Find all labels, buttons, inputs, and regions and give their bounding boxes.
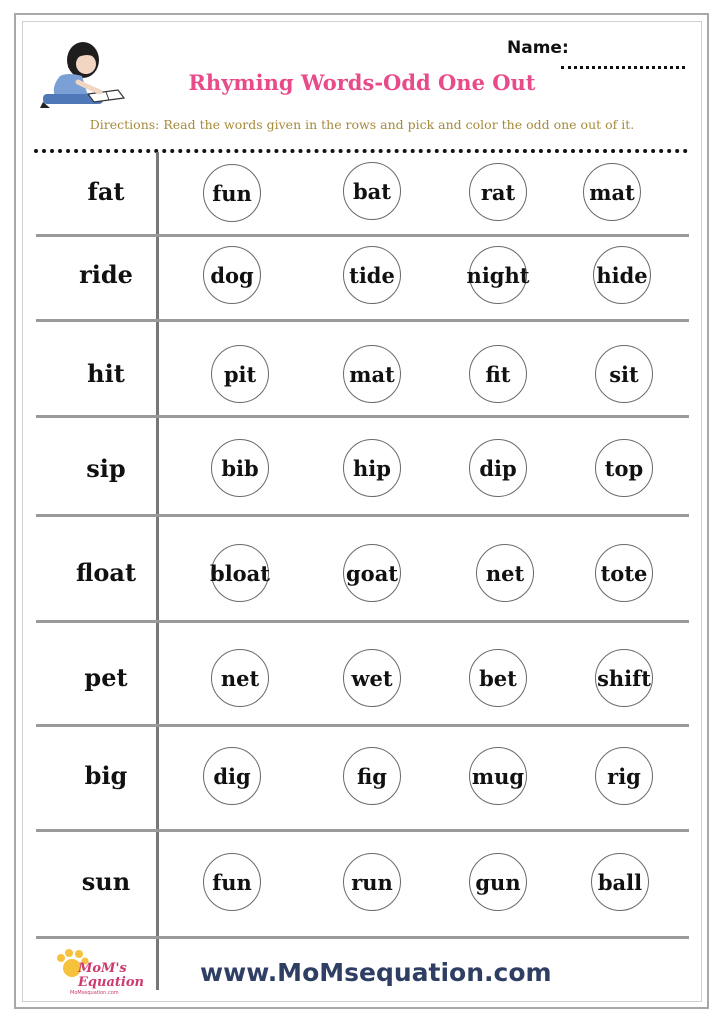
option-word: mug (471, 763, 525, 789)
option-bubble[interactable] (343, 853, 401, 911)
option-word: rig (607, 763, 641, 789)
option-word: mat (349, 361, 395, 387)
logo-text-line2: Equation (78, 974, 144, 990)
option-bubble[interactable] (211, 439, 269, 497)
option-word: gun (475, 869, 521, 895)
option-word: bat (353, 178, 391, 204)
option-word: net (485, 560, 525, 586)
option-bubble[interactable] (211, 345, 269, 403)
option-bubble[interactable] (343, 747, 401, 805)
option-bubble[interactable] (595, 747, 653, 805)
name-label: Name: (507, 38, 569, 58)
target-word: sun (81, 867, 131, 896)
option-bubble[interactable] (343, 544, 401, 602)
option-word: pit (223, 361, 257, 387)
option-bubble[interactable] (583, 163, 641, 221)
option-word: bib (221, 455, 259, 481)
name-write-line[interactable] (561, 66, 685, 69)
row-divider (36, 620, 689, 623)
option-bubble[interactable] (203, 853, 261, 911)
option-word: tote (600, 560, 648, 586)
option-bubble[interactable] (203, 164, 261, 222)
option-word: dog (210, 262, 254, 288)
option-word: rat (480, 179, 516, 205)
row-divider (36, 319, 689, 322)
option-bubble[interactable] (203, 246, 261, 304)
option-bubble[interactable] (595, 439, 653, 497)
option-bubble[interactable] (469, 853, 527, 911)
logo-text-line1: MoM's (78, 961, 127, 976)
header-dotted-divider (34, 149, 688, 153)
option-word: dip (479, 455, 517, 481)
option-word: dig (213, 763, 251, 789)
option-word: bloat (210, 560, 270, 586)
option-word: fun (212, 180, 252, 206)
option-bubble[interactable] (466, 246, 530, 304)
row-divider (36, 724, 689, 727)
logo-text (78, 962, 144, 989)
option-word: run (351, 869, 393, 895)
option-word: shift (597, 665, 651, 691)
option-word: wet (351, 665, 393, 691)
option-word: night (466, 262, 530, 288)
option-bubble[interactable] (469, 163, 527, 221)
row-divider (36, 514, 689, 517)
option-bubble[interactable] (343, 439, 401, 497)
option-bubble[interactable] (593, 246, 651, 304)
option-word: sit (609, 361, 639, 387)
option-bubble[interactable] (595, 345, 653, 403)
option-bubble[interactable] (469, 439, 527, 497)
option-word: fit (485, 361, 511, 387)
worksheet-directions: Directions: Read the words given in the rows and pick and color the odd one out of it. (89, 117, 635, 132)
target-word: sip (86, 454, 126, 483)
option-bubble[interactable] (469, 747, 527, 805)
option-bubble[interactable] (211, 649, 269, 707)
option-word: hide (596, 262, 648, 288)
option-word: goat (346, 560, 398, 586)
target-word: big (84, 761, 128, 790)
row-divider (36, 415, 689, 418)
target-word: float (75, 558, 137, 587)
option-word: mat (589, 179, 635, 205)
option-word: bet (479, 665, 517, 691)
option-bubble[interactable] (591, 853, 649, 911)
target-word: ride (79, 260, 133, 289)
option-bubble[interactable] (469, 345, 527, 403)
option-bubble[interactable] (595, 544, 653, 602)
row-divider (36, 234, 689, 237)
option-word: fun (212, 869, 252, 895)
option-word: ball (597, 869, 643, 895)
option-word: fig (357, 763, 387, 789)
target-word: fat (87, 177, 125, 206)
option-bubble[interactable] (343, 345, 401, 403)
option-word: net (220, 665, 260, 691)
worksheet-title: Rhyming Words-Odd One Out (188, 70, 536, 95)
logo-subtext: MoMsequation.com (70, 990, 119, 996)
option-word: hip (353, 455, 391, 481)
option-bubble[interactable] (469, 649, 527, 707)
option-bubble[interactable] (211, 544, 269, 602)
option-word: tide (349, 262, 395, 288)
option-bubble[interactable] (595, 649, 653, 707)
option-word: top (604, 455, 644, 481)
option-bubble[interactable] (343, 649, 401, 707)
option-bubble[interactable] (343, 246, 401, 304)
footer-website-link[interactable]: www.MoMsequation.com (200, 958, 552, 987)
option-bubble[interactable] (343, 162, 401, 220)
option-bubble[interactable] (476, 544, 534, 602)
option-bubble[interactable] (203, 747, 261, 805)
target-word: hit (87, 359, 125, 388)
row-divider (36, 829, 689, 832)
row-divider (36, 936, 689, 939)
target-word: pet (84, 663, 128, 692)
